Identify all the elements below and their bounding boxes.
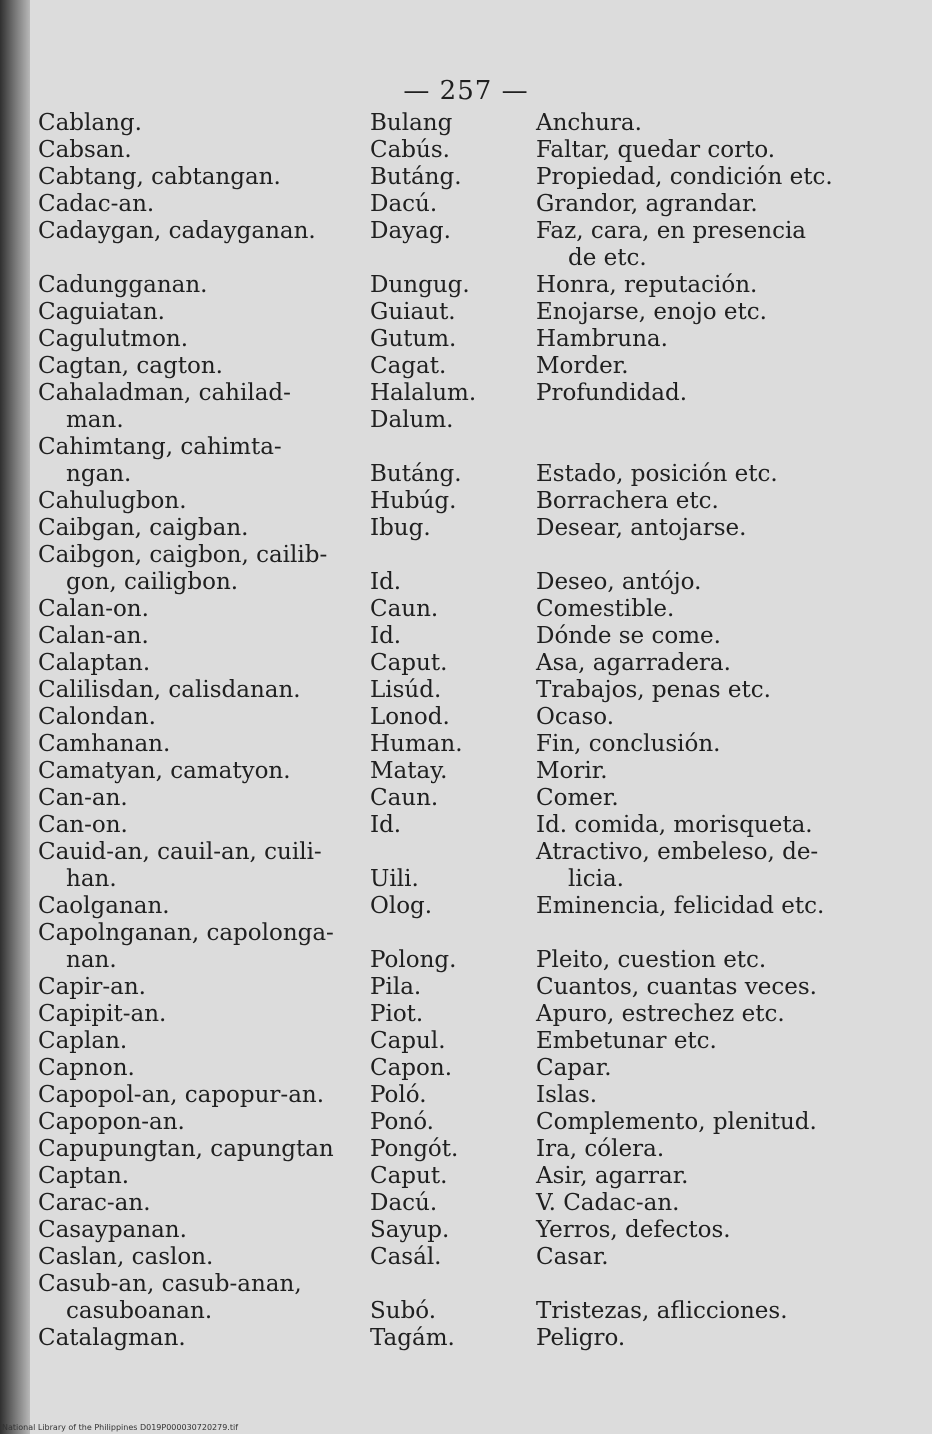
entry-meaning-line: Comestible. [536, 596, 675, 622]
entry-root-line [370, 839, 419, 866]
entry-term-line: Calan-on. [38, 596, 149, 622]
entry-root [370, 920, 456, 974]
entry-term [38, 218, 316, 245]
entry-root-line: Casál. [370, 1244, 442, 1270]
entry-root-line: Dacú. [370, 1190, 438, 1216]
entry-term-line: Capipit-an. [38, 1001, 167, 1027]
entry-meaning [536, 326, 668, 353]
dictionary-entry [0, 1082, 932, 1109]
entry-root-line: Pila. [370, 974, 422, 1000]
entry-root-line: Lonod. [370, 704, 450, 730]
entry-term [38, 839, 322, 893]
entry-meaning-line: Grandor, agrandar. [536, 191, 758, 217]
entry-term [38, 731, 170, 758]
dictionary-entry [0, 1271, 932, 1325]
entry-meaning-line: Desear, antojarse. [536, 515, 747, 541]
entry-root-line: Id. [370, 569, 402, 595]
entry-meaning-line [536, 920, 766, 947]
entry-meaning-line: Honra, reputación. [536, 272, 758, 298]
entry-root [370, 191, 437, 218]
entry-root-line: Subó. [370, 1298, 437, 1324]
entry-meaning-line: Asir, agarrar. [536, 1163, 689, 1189]
dictionary-entry [0, 299, 932, 326]
entry-meaning [536, 353, 629, 380]
entry-root [370, 812, 401, 839]
dictionary-entry [0, 272, 932, 299]
entry-root-line: Caun. [370, 596, 439, 622]
dictionary-entry [0, 1001, 932, 1028]
entry-root-line: Cagat. [370, 353, 447, 379]
entry-root [370, 1244, 442, 1271]
entry-term-line: Capolnganan, capolonga- [38, 920, 334, 946]
entry-term-line: Caibgan, caigban. [38, 515, 249, 541]
page-number: — 257 — [403, 76, 529, 106]
entry-term [38, 704, 156, 731]
entry-root [370, 1055, 452, 1082]
entry-root-line [370, 1271, 436, 1298]
entry-meaning-line: Enojarse, enojo etc. [536, 299, 767, 325]
entry-term-line: nan. [66, 947, 117, 973]
entry-term-line: Cahimtang, cahimta- [38, 434, 282, 460]
entry-meaning [536, 623, 721, 650]
entry-meaning-line: Morder. [536, 353, 629, 379]
entry-term [38, 596, 149, 623]
dictionary-entry [0, 110, 932, 137]
entry-root-line [370, 434, 462, 461]
entry-term [38, 1217, 187, 1244]
entry-meaning [536, 1271, 788, 1325]
entry-meaning [536, 137, 775, 164]
entry-term [38, 110, 142, 137]
entry-meaning-line: Morir. [536, 758, 608, 784]
entry-meaning-line: Complemento, plenitud. [536, 1109, 817, 1135]
entry-root-line: Cabús. [370, 137, 450, 163]
entry-root-line: Hubúg. [370, 488, 457, 514]
entry-term-line: Cagulutmon. [38, 326, 189, 352]
entry-term-line: Caguiatan. [38, 299, 165, 325]
entry-term-line: Cadungganan. [38, 272, 208, 298]
entry-root [370, 677, 441, 704]
entry-term [38, 1001, 166, 1028]
entry-root [370, 1136, 458, 1163]
entry-meaning [536, 515, 746, 542]
entry-term-line: Capnon. [38, 1055, 135, 1081]
entry-root-line: Guiaut. [370, 299, 456, 325]
entry-term-line: Cahaladman, cahilad- [38, 380, 291, 406]
entry-term [38, 137, 132, 164]
entry-term [38, 326, 188, 353]
entry-meaning-line: Dónde se come. [536, 623, 721, 649]
entry-term [38, 677, 301, 704]
dictionary-entry [0, 677, 932, 704]
scan-footer: National Library of the Philippines D019P000030720279.tif [2, 1423, 239, 1432]
entry-root-line: Human. [370, 731, 463, 757]
entry-root [370, 299, 456, 326]
entry-root-line: Capul. [370, 1028, 446, 1054]
entry-root [370, 218, 451, 245]
entry-term-line: Caplan. [38, 1028, 128, 1054]
entry-meaning [536, 812, 813, 839]
entry-meaning-line: Islas. [536, 1082, 598, 1108]
entry-term-line: Cabsan. [38, 137, 132, 163]
entry-meaning-line: Borrachera etc. [536, 488, 719, 514]
entry-term-line: Camatyan, camatyon. [38, 758, 291, 784]
entry-root [370, 434, 462, 488]
entry-term [38, 1271, 302, 1325]
entry-root [370, 542, 401, 596]
entry-root [370, 1082, 427, 1109]
entry-root [370, 785, 438, 812]
entry-meaning [536, 1028, 717, 1055]
dictionary-entry [0, 1055, 932, 1082]
entry-root [370, 1325, 455, 1352]
entry-meaning [536, 380, 687, 407]
entry-meaning [536, 1190, 679, 1217]
entry-meaning [536, 731, 720, 758]
entry-root [370, 326, 456, 353]
entry-root-line: Sayup. [370, 1217, 450, 1243]
entry-meaning [536, 542, 701, 596]
entry-root-line [370, 920, 456, 947]
dictionary-entry [0, 893, 932, 920]
dictionary-entry [0, 839, 932, 893]
entry-meaning-line: licia. [568, 866, 624, 892]
entry-term-line: casuboanan. [66, 1298, 213, 1324]
entry-term [38, 1082, 324, 1109]
entry-root [370, 1190, 437, 1217]
entry-meaning-line: Ira, cólera. [536, 1136, 665, 1162]
entry-meaning [536, 893, 824, 920]
entry-term-line: Casaypanan. [38, 1217, 187, 1243]
dictionary-entry [0, 1217, 932, 1244]
entry-meaning-line: Atractivo, embeleso, de- [536, 839, 819, 865]
entry-root-line: Caun. [370, 785, 439, 811]
entry-meaning-line: Capar. [536, 1055, 612, 1081]
entry-term [38, 1163, 129, 1190]
entry-term-line: gon, cailigbon. [66, 569, 239, 595]
entry-meaning [536, 218, 806, 272]
entry-term [38, 812, 128, 839]
dictionary-entry [0, 380, 932, 434]
entry-term-line: Calaptan. [38, 650, 151, 676]
entry-meaning-line: Embetunar etc. [536, 1028, 717, 1054]
entry-meaning [536, 1244, 609, 1271]
entry-root-line: Tagám. [370, 1325, 455, 1351]
entry-term-line: man. [66, 407, 124, 433]
entry-meaning [536, 785, 619, 812]
entry-term-line: Carac-an. [38, 1190, 151, 1216]
entry-term [38, 434, 282, 488]
entry-meaning-line: Estado, posición etc. [536, 461, 778, 487]
entry-root [370, 650, 447, 677]
dictionary-entry [0, 920, 932, 974]
entry-meaning [536, 650, 731, 677]
entry-root-line: Pongót. [370, 1136, 459, 1162]
entry-root-line: Capon. [370, 1055, 453, 1081]
entry-root-line: Olog. [370, 893, 433, 919]
entry-meaning [536, 1109, 817, 1136]
dictionary-entry [0, 515, 932, 542]
entry-meaning [536, 110, 642, 137]
entry-meaning-line: Pleito, cuestion etc. [536, 947, 767, 973]
entry-term [38, 920, 334, 974]
entry-root [370, 137, 450, 164]
entry-term-line: Cahulugbon. [38, 488, 187, 514]
entry-term-line: Catalagman. [38, 1325, 186, 1351]
entry-meaning-line: Asa, agarradera. [536, 650, 731, 676]
entry-term [38, 1055, 135, 1082]
dictionary-entry [0, 623, 932, 650]
entry-term-line: Captan. [38, 1163, 130, 1189]
entry-meaning-line: V. Cadac-an. [536, 1190, 680, 1216]
dictionary-entry [0, 164, 932, 191]
entry-term [38, 353, 223, 380]
entry-meaning-line: Yerros, defectos. [536, 1217, 731, 1243]
entry-term-line: Can-on. [38, 812, 128, 838]
dictionary-entry [0, 596, 932, 623]
entry-meaning-line [536, 1271, 788, 1298]
dictionary-entry [0, 1028, 932, 1055]
entry-term [38, 164, 281, 191]
entry-root [370, 515, 431, 542]
entry-meaning-line: Fin, conclusión. [536, 731, 721, 757]
entry-meaning [536, 299, 767, 326]
entry-root-line: Dayag. [370, 218, 451, 244]
entry-meaning-line: Propiedad, condición etc. [536, 164, 833, 190]
entry-root [370, 164, 462, 191]
entry-root-line: Polong. [370, 947, 457, 973]
entry-term [38, 272, 207, 299]
entry-term [38, 1325, 186, 1352]
entry-root-line: Caput. [370, 1163, 448, 1189]
entry-term-line: Caibgon, caigbon, cailib- [38, 542, 328, 568]
entry-term-line: Cabtang, cabtangan. [38, 164, 281, 190]
entry-root-line: Butáng. [370, 164, 462, 190]
entry-root [370, 704, 450, 731]
entry-root-line: Dacú. [370, 191, 438, 217]
entry-root [370, 1163, 447, 1190]
entry-term-line: Capopon-an. [38, 1109, 185, 1135]
entry-term [38, 191, 154, 218]
entry-term-line: Casub-an, casub-anan, [38, 1271, 302, 1297]
entry-term [38, 488, 187, 515]
entry-term-line: Cablang. [38, 110, 142, 136]
entry-root-line: Matay. [370, 758, 448, 784]
entry-meaning-line: Peligro. [536, 1325, 626, 1351]
entry-root-line: Lisúd. [370, 677, 442, 703]
entry-root-line: Dalum. [370, 407, 454, 433]
entry-root [370, 758, 447, 785]
entry-root-line: Butáng. [370, 461, 462, 487]
entry-term-line: Caolganan. [38, 893, 170, 919]
entry-root [370, 596, 438, 623]
entry-term-line: Camhanan. [38, 731, 171, 757]
entry-meaning [536, 1082, 597, 1109]
entry-term-line: Cauid-an, cauil-an, cuili- [38, 839, 322, 865]
entry-meaning-line [536, 434, 778, 461]
entry-meaning [536, 1163, 689, 1190]
entry-meaning [536, 1001, 785, 1028]
entry-root [370, 380, 476, 434]
entry-meaning [536, 1055, 612, 1082]
entry-meaning-line: Cuantos, cuantas veces. [536, 974, 817, 1000]
dictionary-entry [0, 353, 932, 380]
entry-root-line: Id. [370, 812, 402, 838]
dictionary-entry [0, 1325, 932, 1352]
entry-root [370, 272, 470, 299]
entry-root [370, 353, 446, 380]
entry-meaning [536, 272, 757, 299]
entry-root-line: Poló. [370, 1082, 427, 1108]
dictionary-entry [0, 650, 932, 677]
dictionary-entry [0, 731, 932, 758]
entry-meaning [536, 596, 674, 623]
entry-term [38, 893, 170, 920]
entry-meaning [536, 164, 833, 191]
entry-meaning [536, 434, 778, 488]
entry-meaning-line: Id. comida, morisqueta. [536, 812, 813, 838]
entry-meaning [536, 1136, 664, 1163]
entry-meaning-line: Hambruna. [536, 326, 668, 352]
entry-term [38, 785, 128, 812]
dictionary-entry [0, 1190, 932, 1217]
entry-term-line: Capupungtan, capungtan [38, 1136, 334, 1162]
entry-term-line: ngan. [66, 461, 132, 487]
entry-root-line [370, 542, 401, 569]
entry-term-line: Capir-an. [38, 974, 146, 1000]
entry-term-line: Can-an. [38, 785, 128, 811]
entry-term [38, 974, 146, 1001]
entry-term [38, 650, 150, 677]
entry-term-line: han. [66, 866, 117, 892]
entry-meaning [536, 758, 608, 785]
entry-root [370, 1271, 436, 1325]
entry-meaning-line: Casar. [536, 1244, 609, 1270]
entry-term [38, 380, 291, 434]
dictionary-entry [0, 218, 932, 272]
dictionary-entry [0, 1244, 932, 1271]
dictionary-entry [0, 326, 932, 353]
entry-root [370, 731, 463, 758]
dictionary-entry [0, 191, 932, 218]
entry-meaning-line: Ocaso. [536, 704, 615, 730]
entry-root-line: Dungug. [370, 272, 470, 298]
entry-root [370, 893, 432, 920]
entry-root-line: Halalum. [370, 380, 477, 406]
entry-root-line: Gutum. [370, 326, 457, 352]
dictionary-entry [0, 1136, 932, 1163]
entry-term-line: Cadaygan, cadayganan. [38, 218, 316, 244]
entry-meaning-line: Apuro, estrechez etc. [536, 1001, 785, 1027]
entry-root [370, 1217, 449, 1244]
dictionary-entry [0, 758, 932, 785]
dictionary-entry [0, 785, 932, 812]
entry-term-line: Cagtan, cagton. [38, 353, 223, 379]
entry-term [38, 1028, 127, 1055]
entry-term-line: Calondan. [38, 704, 156, 730]
entry-root [370, 974, 421, 1001]
entry-meaning-line: Anchura. [536, 110, 642, 136]
entry-meaning-line: Comer. [536, 785, 619, 811]
entry-meaning [536, 191, 758, 218]
entry-meaning [536, 677, 771, 704]
entry-term-line: Calilisdan, calisdanan. [38, 677, 301, 703]
entry-meaning [536, 839, 818, 893]
entry-term [38, 758, 291, 785]
entry-term [38, 1190, 151, 1217]
dictionary-entry [0, 1109, 932, 1136]
entry-term-line: Capopol-an, capopur-an. [38, 1082, 325, 1108]
entry-meaning-line: Deseo, antójo. [536, 569, 702, 595]
entry-meaning-line: Tristezas, aflicciones. [536, 1298, 788, 1324]
entry-root [370, 1001, 423, 1028]
entry-term [38, 299, 165, 326]
entry-root [370, 839, 419, 893]
dictionary-entry [0, 488, 932, 515]
entry-meaning-line [536, 542, 701, 569]
entry-root-line: Id. [370, 623, 402, 649]
entry-root-line: Ponó. [370, 1109, 434, 1135]
entry-term [38, 1136, 334, 1163]
entry-term [38, 515, 249, 542]
entry-meaning-line: Trabajos, penas etc. [536, 677, 771, 703]
entry-root [370, 623, 401, 650]
entry-term-line: Caslan, caslon. [38, 1244, 214, 1270]
entry-root [370, 110, 452, 137]
dictionary-entry [0, 812, 932, 839]
entry-root [370, 1028, 446, 1055]
entry-root-line: Piot. [370, 1001, 424, 1027]
entry-meaning [536, 1325, 625, 1352]
entry-term [38, 542, 327, 596]
entry-meaning-line: Faltar, quedar corto. [536, 137, 776, 163]
entry-meaning [536, 974, 817, 1001]
entry-meaning [536, 704, 614, 731]
entry-root-line: Caput. [370, 650, 448, 676]
entry-root-line: Uili. [370, 866, 419, 892]
entry-meaning-line: Profundidad. [536, 380, 688, 406]
entry-term [38, 623, 149, 650]
dictionary-entry [0, 974, 932, 1001]
entry-term-line: Cadac-an. [38, 191, 155, 217]
entry-meaning [536, 920, 766, 974]
entry-meaning-line: Faz, cara, en presencia [536, 218, 807, 244]
dictionary-entry [0, 137, 932, 164]
dictionary-entries [0, 110, 932, 1352]
entry-meaning [536, 488, 719, 515]
dictionary-entry [0, 1163, 932, 1190]
entry-meaning-line: Eminencia, felicidad etc. [536, 893, 825, 919]
entry-term-line: Calan-an. [38, 623, 149, 649]
dictionary-entry [0, 542, 932, 596]
entry-term [38, 1109, 185, 1136]
entry-meaning-line: de etc. [568, 245, 647, 271]
entry-root [370, 1109, 434, 1136]
dictionary-entry [0, 704, 932, 731]
entry-root-line: Ibug. [370, 515, 431, 541]
entry-root-line: Bulang [370, 110, 453, 136]
entry-meaning [536, 1217, 731, 1244]
entry-root [370, 488, 456, 515]
entry-term [38, 1244, 213, 1271]
dictionary-entry [0, 434, 932, 488]
